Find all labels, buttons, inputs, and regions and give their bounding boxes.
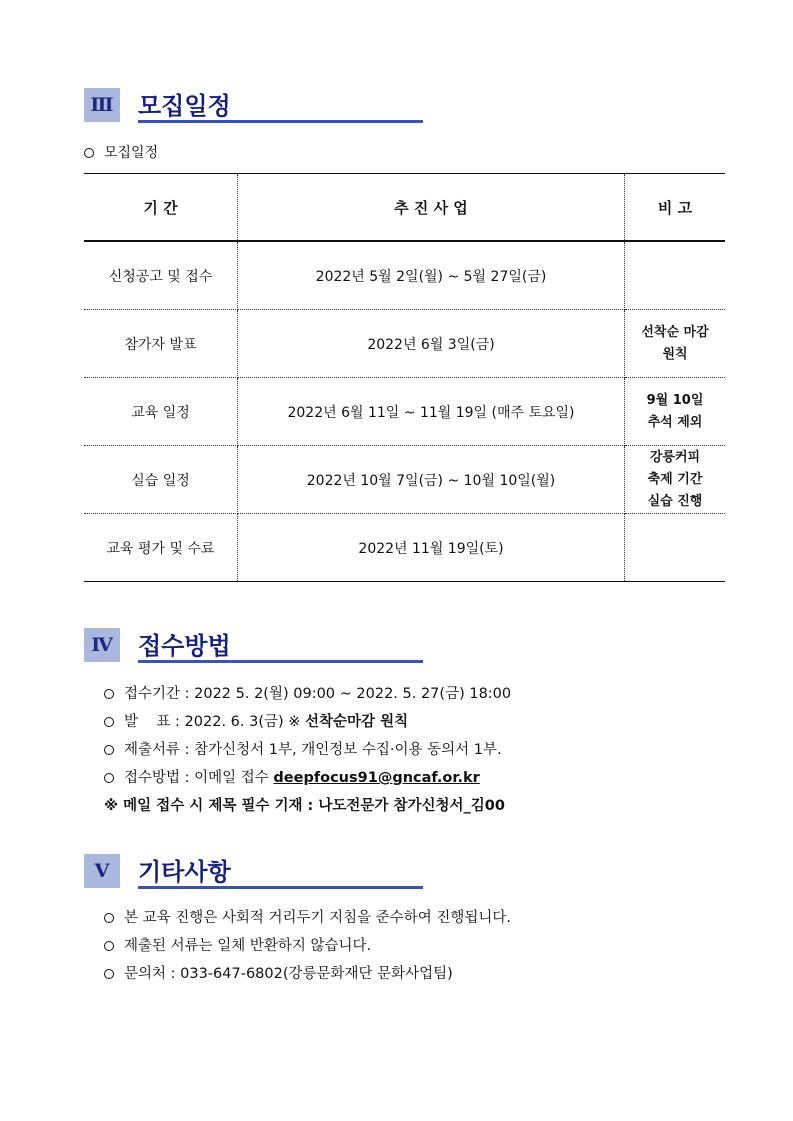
other-matters-list: [104, 904, 511, 988]
cell-task: 2022년 5월 2일(월) ~ 5월 27일(금): [238, 241, 625, 310]
cell-note: [625, 241, 726, 310]
header-note: 비 고: [625, 174, 726, 242]
circle-bullet-icon: [104, 941, 114, 951]
section-title: 접수방법: [138, 632, 231, 660]
table-row: [84, 241, 725, 310]
note-line: 추석 제외: [647, 414, 703, 430]
title-underline: [138, 886, 423, 889]
item-text: 문의처 : 033-647-6802(강릉문화재단 문화사업팀): [124, 966, 453, 982]
note-line: 선착순 마감: [641, 324, 709, 340]
table-header-row: [84, 174, 725, 242]
header-period: 기 간: [84, 174, 238, 242]
application-method-list: [104, 680, 511, 820]
cell-period: 참가자 발표: [84, 310, 238, 378]
circle-bullet-icon: [104, 745, 114, 755]
note-line: 실습 진행: [647, 493, 703, 509]
circle-bullet-icon: [104, 969, 114, 979]
note-line: 원칙: [662, 346, 688, 362]
section-number-badge: Ⅴ: [84, 854, 120, 888]
list-item: [104, 932, 511, 960]
title-underline: [138, 120, 423, 123]
schedule-table: [84, 173, 725, 582]
item-bold-text: 선착순마감 원칙: [305, 714, 409, 730]
circle-bullet-icon: [104, 773, 114, 783]
list-item: [104, 680, 511, 708]
note-line: 축제 기간: [647, 471, 703, 487]
item-text: 접수기간 : 2022 5. 2(월) 09:00 ~ 2022. 5. 27(금) 18:00: [124, 686, 512, 702]
cell-task: 2022년 10월 7일(금) ~ 10월 10일(월): [238, 446, 625, 514]
section-number-badge: Ⅳ: [84, 628, 120, 662]
cell-task: 2022년 11월 19일(토): [238, 514, 625, 582]
cell-note: [625, 310, 726, 378]
section-title: 기타사항: [138, 858, 231, 886]
item-text: 제출서류 : 참가신청서 1부, 개인정보 수집·이용 동의서 1부.: [124, 742, 502, 758]
list-item: [104, 764, 511, 792]
item-text: 본 교육 진행은 사회적 거리두기 지침을 준수하여 진행됩니다.: [124, 910, 512, 926]
cell-period: 교육 평가 및 수료: [84, 514, 238, 582]
cell-note: [625, 446, 726, 514]
subheading-text: 모집일정: [104, 145, 159, 161]
note-line: 강릉커피: [649, 449, 701, 465]
list-item: [104, 708, 511, 736]
table-row: [84, 378, 725, 446]
subheading: [84, 142, 158, 162]
list-item: [104, 960, 511, 988]
circle-bullet-icon: [104, 913, 114, 923]
circle-bullet-icon: [84, 148, 94, 158]
cell-period: 신청공고 및 접수: [84, 241, 238, 310]
circle-bullet-icon: [104, 689, 114, 699]
circle-bullet-icon: [104, 717, 114, 727]
list-item: [104, 736, 511, 764]
cell-task: 2022년 6월 11일 ~ 11월 19일 (매주 토요일): [238, 378, 625, 446]
section-title: 모집일정: [138, 92, 231, 120]
cell-task: 2022년 6월 3일(금): [238, 310, 625, 378]
section-number-badge: Ⅲ: [84, 88, 120, 122]
table-row: [84, 514, 725, 582]
note-line: 9월 10일: [646, 392, 704, 408]
item-text: 제출된 서류는 일체 반환하지 않습니다.: [124, 938, 372, 954]
email-subject-note: ※ 메일 접수 시 제목 필수 기재 : 나도전문가 참가신청서_김00: [104, 798, 505, 814]
header-task: 추 진 사 업: [238, 174, 625, 242]
table-row: [84, 446, 725, 514]
cell-note: [625, 378, 726, 446]
email-link[interactable]: deepfocus91@gncaf.or.kr: [273, 770, 480, 786]
cell-note: [625, 514, 726, 582]
item-text: 접수방법 : 이메일 접수: [124, 770, 274, 786]
table-row: [84, 310, 725, 378]
title-underline: [138, 660, 423, 663]
item-text: 발 표 : 2022. 6. 3(금) ※: [124, 714, 306, 730]
list-item: [104, 904, 511, 932]
cell-period: 실습 일정: [84, 446, 238, 514]
cell-period: 교육 일정: [84, 378, 238, 446]
